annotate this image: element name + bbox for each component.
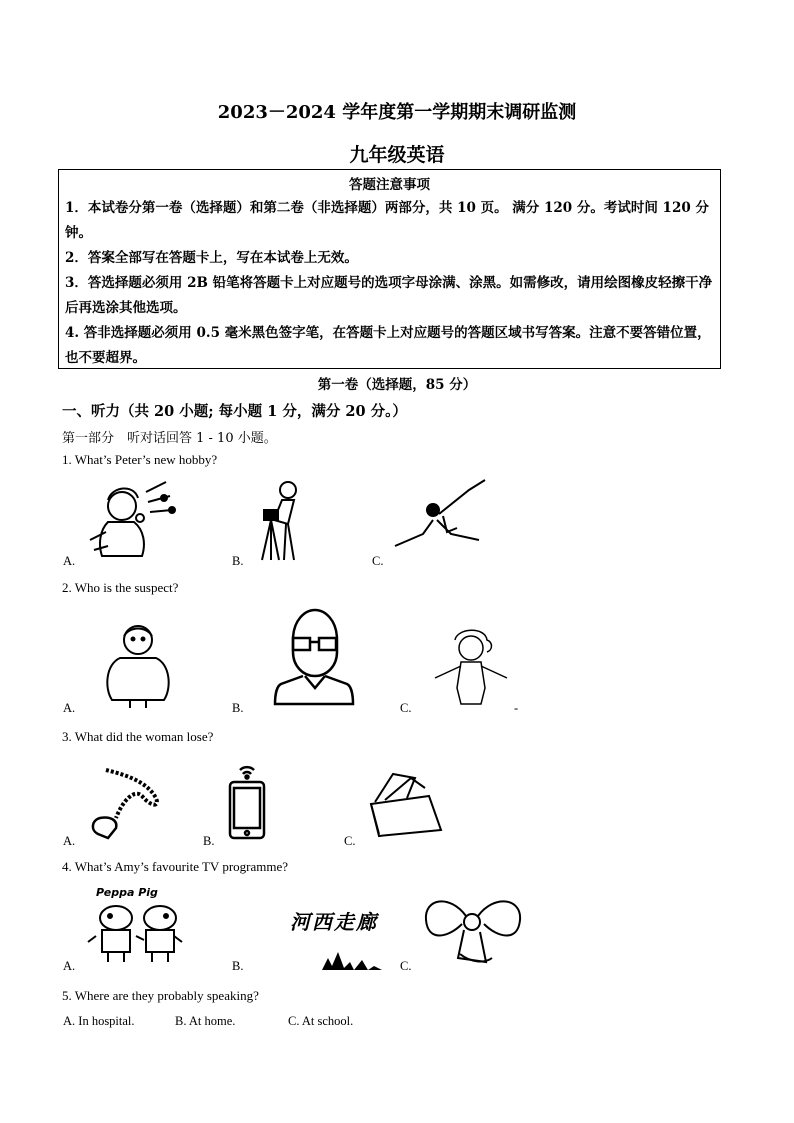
flying-fairy-icon	[420, 892, 526, 970]
mobile-phone-icon	[226, 764, 268, 840]
notice-item-4: 4. 答非选择题必须用 0.5 毫米黑色签字笔，在答题卡上对应题号的答题区域书写答案。注意不要答错位置，也不要超界。	[65, 325, 711, 366]
q2-option-a[interactable]: A.	[63, 701, 76, 715]
q4-option-a[interactable]: A.	[63, 959, 76, 973]
subpart-heading: 第一部分 听对话回答 1 - 10 小题。	[62, 431, 277, 446]
q5-option-c[interactable]: C. At school.	[288, 1014, 354, 1028]
q5-option-b[interactable]: B. At home.	[175, 1014, 236, 1028]
q3-option-a[interactable]: A.	[63, 834, 76, 848]
q1-option-c[interactable]: C.	[372, 554, 384, 568]
question-1: 1. What’s Peter’s new hobby?	[62, 452, 218, 467]
peppa-pig-icon	[84, 886, 194, 966]
q5-option-a[interactable]: A. In hospital.	[63, 1014, 135, 1028]
q2-option-b[interactable]: B.	[232, 701, 244, 715]
dash-mark: -	[514, 701, 519, 715]
q4-option-b[interactable]: B.	[232, 959, 244, 973]
fat-boy-icon	[100, 622, 180, 710]
q2-option-c[interactable]: C.	[400, 701, 412, 715]
question-3: 3. What did the woman lose?	[62, 729, 214, 744]
notice-item-3: 3．答选择题必须用 2B 铅笔将答题卡上对应题号的选项字母涂满、涂黑。如需修改，请用绘图橡皮轻擦干净后再选涂其他选项。	[65, 275, 713, 316]
notice-item-2: 2．答案全部写在答题卡上，写在本试卷上无效。	[65, 250, 358, 266]
hexi-corridor-icon: 河西走廊	[290, 910, 378, 934]
notice-box	[58, 169, 721, 369]
q1-option-a[interactable]: A.	[63, 554, 76, 568]
q3-option-c[interactable]: C.	[344, 834, 356, 848]
question-2: 2. Who is the suspect?	[62, 580, 179, 595]
listening-heading: 一、听力（共 20 小题; 每小题 1 分，满分 20 分。）	[62, 403, 407, 420]
notice-item-1: 1．本试卷分第一卷（选择题）和第二卷（非选择题）两部分，共 10 页。 满分 120 分。考试时间 120 分钟。	[65, 200, 709, 241]
hexi-silhouette-icon	[322, 950, 382, 970]
exam-subtitle: 九年级英语	[349, 144, 445, 166]
photographer-icon	[258, 478, 320, 564]
peppa-logo-text: Peppa Pig	[96, 886, 158, 899]
q1-option-b[interactable]: B.	[232, 554, 244, 568]
volume-heading: 第一卷（选择题，85 分）	[317, 377, 477, 393]
q4-option-c[interactable]: C.	[400, 959, 412, 973]
singing-boy-icon	[84, 478, 189, 564]
bald-man-glasses-icon	[275, 610, 353, 706]
question-4: 4. What’s Amy’s favourite TV programme?	[62, 859, 289, 874]
necklace-icon	[88, 764, 163, 838]
question-5: 5. Where are they probably speaking?	[62, 988, 259, 1003]
wallet-icon	[365, 770, 445, 838]
exam-title: 2023－2024 学年度第一学期期末调研监测	[217, 102, 577, 123]
notice-heading: 答题注意事项	[349, 177, 430, 193]
q3-option-b[interactable]: B.	[203, 834, 215, 848]
curly-hair-woman-icon	[427, 626, 513, 710]
dancer-icon	[393, 476, 493, 562]
